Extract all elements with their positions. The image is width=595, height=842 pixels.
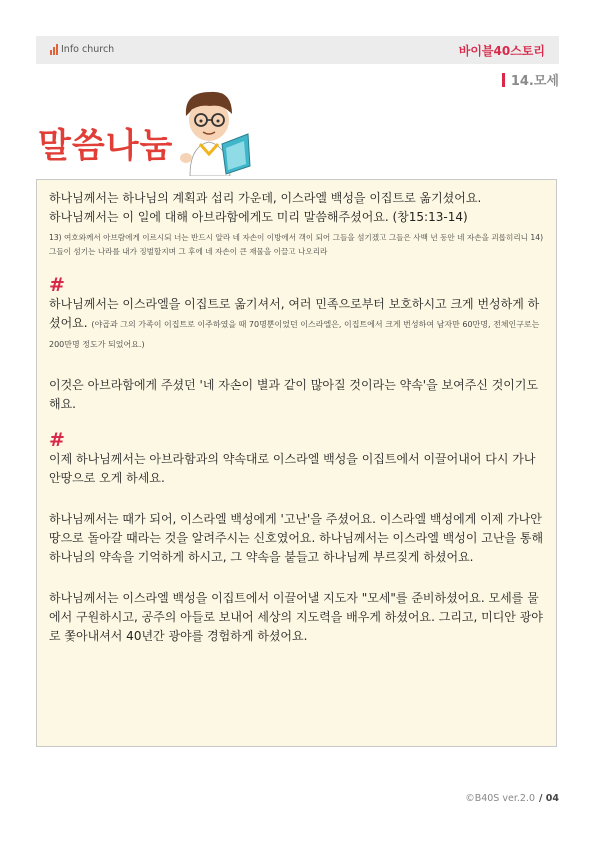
copyright: ©B40S ver.2.0 (465, 793, 535, 804)
series-title: 바이블40스토리 (458, 44, 545, 58)
chapter-marker (502, 73, 505, 87)
paragraph-protection (49, 295, 544, 354)
content-box (36, 179, 557, 747)
paragraph-protection-text: 하나님께서는 이스라엘을 이집트로 옮기셔서, 여러 민족으로부터 보호하시고 크게 번성하게 하셨어요. (49, 297, 540, 330)
section-marker-2: # (49, 429, 65, 451)
page-number: / 04 (539, 793, 559, 804)
paragraph-intro-1: 하나님께서는 하나님의 계획과 섭리 가운데, 이스라엘 백성을 이집트로 옮기셨어요. (49, 191, 482, 205)
paragraph-intro-2: 하나님께서는 이 일에 대해 아브라함에게도 미리 말씀해주셨어요. (창15:13-14) (49, 210, 468, 224)
page-title: 말씀나눔 (38, 126, 174, 166)
paragraph-hardship: 하나님께서는 때가 되어, 이스라엘 백성에게 '고난'을 주셨어요. 이스라엘 백성에게 이제 가나안땅으로 돌아갈 때라는 것을 알려주시는 신호였어요. 하나님께서는 이스라엘 백성이 고난을 통해 하나님의 약속을 기억하게 하시고, 그 약속을 붙들고 하나님께 부르짖게 하셨어요. (49, 512, 544, 564)
chapter-text: 14.모세 (510, 74, 559, 89)
infochurch-logo (50, 44, 114, 55)
section-marker: # (49, 274, 65, 296)
paragraph-moses: 하나님께서는 이스라엘 백성을 이집트에서 이끌어낼 지도자 "모세"를 준비하셨어요. 모세를 물에서 구원하시고, 공주의 아들로 보내어 세상의 지도력을 배우게 하셨어요. 그리고, 미디안 광야로 쫓아내셔서 40년간 광야를 경험하게 하셨어요. (49, 591, 543, 643)
paragraph-return: 이제 하나님께서는 아브라함과의 약속대로 이스라엘 백성을 이집트에서 이끌어내어 다시 가나안땅으로 오게 하세요. (49, 452, 536, 485)
scripture-note: 13) 여호와께서 아브람에게 이르시되 너는 반드시 알라 네 자손이 이방에서 객이 되어 그들을 섬기겠고 그들은 사백 년 동안 네 자손을 괴롭히리니 14) 그들이 섬기는 나라를 내가 징벌할지며 그 후에 네 자손이 큰 재물을 이끌고 나오리라 (49, 233, 544, 256)
population-note: (야곱과 그의 가족이 이집트로 이주하였을 때 70명뿐이었던 이스라엘은, 이집트에서 크게 번성하여 남자만 60만명, 전체인구로는 200만명 정도가 되었어요.) (49, 320, 540, 349)
paragraph-promise: 이것은 아브라함에게 주셨던 '네 자손이 별과 같이 많아질 것이라는 약속'을 보여주신 것이기도 해요. (49, 378, 539, 411)
page-footer (465, 793, 559, 804)
header-bar (36, 36, 559, 64)
bar-chart-logo-icon (50, 44, 58, 55)
boy-reading-book-illustration (170, 86, 252, 176)
chapter-label (502, 70, 559, 89)
logo-text: Info church (61, 44, 115, 55)
